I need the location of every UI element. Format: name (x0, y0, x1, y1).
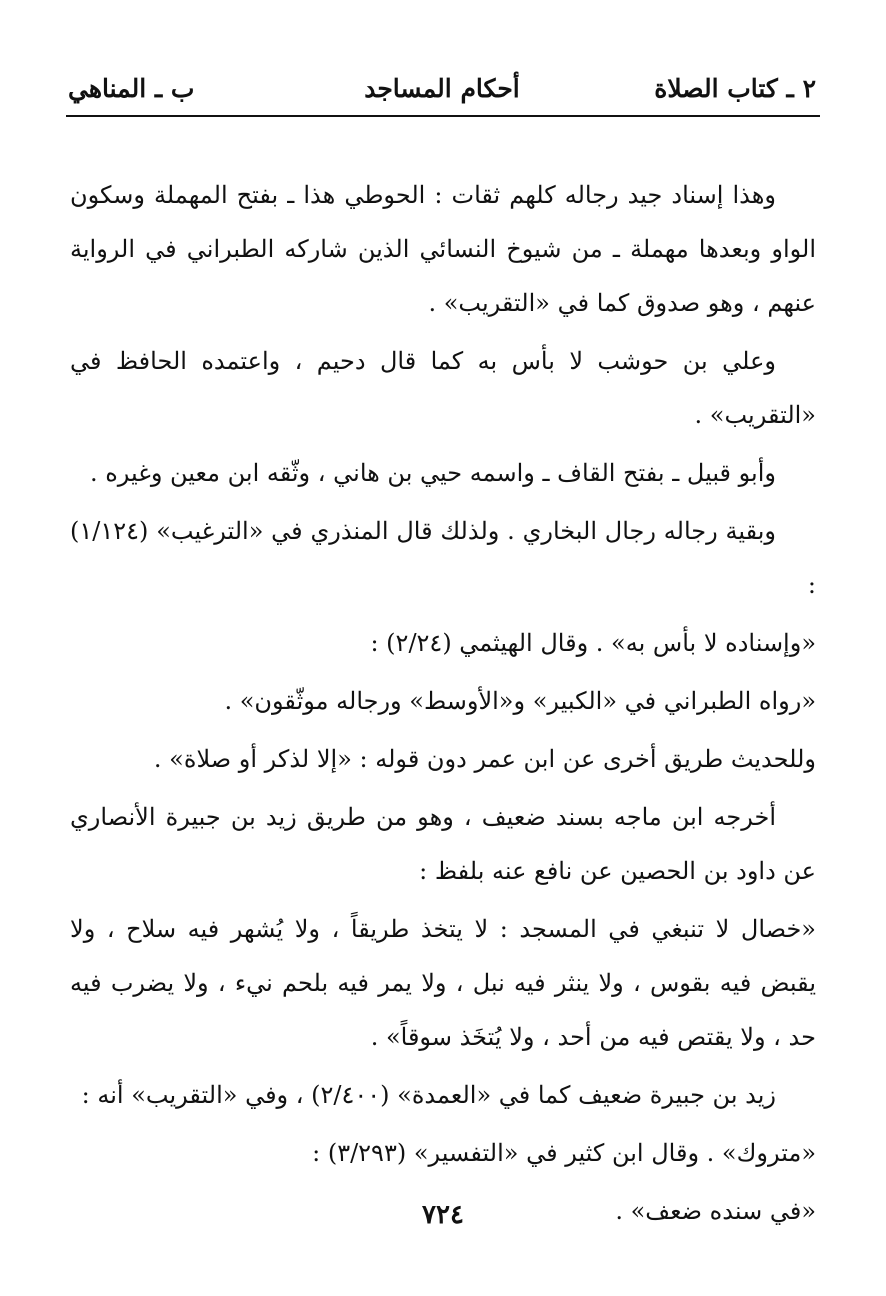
header-chapter: ٢ ـ كتاب الصلاة (654, 74, 816, 103)
paragraph-hadith-text: «خصال لا تنبغي في المسجد : لا يتخذ طريقاً ، ولا يُشهر فيه سلاح ، ولا يقبض فيه بقوس ، ولا ينثر فيه نبل ، ولا يمر فيه بلحم نيء ، ولا يضرب فيه حد ، ولا يقتص فيه من أحد ، ولا يُتخَذ سوقاً» . (70, 915, 816, 1051)
header-section-title: أحكام المساجد (364, 74, 520, 103)
header-subsection: ب ـ المناهي (68, 74, 195, 103)
page-number: ٧٢٤ (422, 1200, 464, 1230)
paragraph-haythami: «وإسناده لا بأس به» . وقال الهيثمي (٢/٢٤) : (370, 629, 816, 657)
paragraph-tabarani-quote: «رواه الطبراني في «الكبير» و«الأوسط» ورجاله موثّقون» . (224, 687, 816, 715)
paragraph-weak-chain: «في سنده ضعف» . (615, 1197, 816, 1225)
paragraph-isnad: وهذا إسناد جيد رجاله كلهم ثقات : الحوطي هذا ـ بفتح المهملة وسكون الواو وبعدها مهملة ـ من شيوخ النسائي الذين شاركه الطبراني في الرواية عنهم ، وهو صدوق كما في «التقريب» . (70, 181, 816, 317)
running-header (68, 74, 816, 110)
paragraph-ibn-majah: أخرجه ابن ماجه بسند ضعيف ، وهو من طريق زيد بن جبيرة الأنصاري عن داود بن الحصين عن نافع عنه بلفظ : (70, 803, 816, 885)
paragraph-zayd-weak: زيد بن جبيرة ضعيف كما في «العمدة» (٢/٤٠٠) ، وفي «التقريب» أنه : (81, 1081, 776, 1109)
paragraph-ibn-kathir: «متروك» . وقال ابن كثير في «التفسير» (٣/٢٩٣) : (312, 1139, 816, 1167)
page-body (70, 168, 816, 1242)
paragraph-bukhari-narrators: وبقية رجاله رجال البخاري . ولذلك قال المنذري في «الترغيب» (١/١٢٤) : (70, 517, 816, 599)
paragraph-other-route: وللحديث طريق أخرى عن ابن عمر دون قوله : «إلا لذكر أو صلاة» . (153, 745, 816, 773)
header-divider (66, 115, 820, 117)
paragraph-abu-qabil: وأبو قبيل ـ بفتح القاف ـ واسمه حيي بن هاني ، وثّقه ابن معين وغيره . (89, 459, 776, 487)
paragraph-ali-bin-hawshab: وعلي بن حوشب لا بأس به كما قال دحيم ، واعتمده الحافظ في «التقريب» . (70, 347, 816, 429)
